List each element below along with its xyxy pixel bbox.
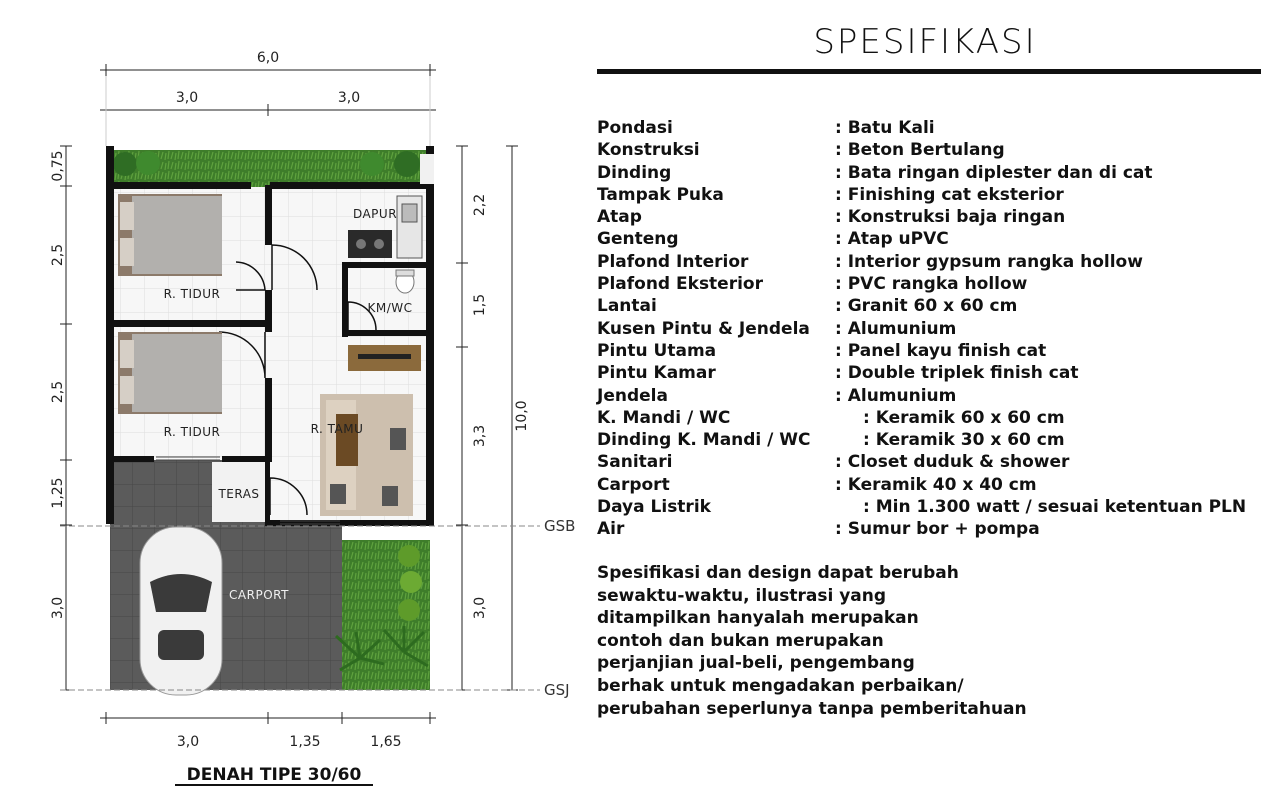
dim-left-1: 0,75 [50,150,66,182]
spec-label: Pintu Kamar [597,363,716,384]
room-label-kmwc: KM/WC [367,301,413,315]
spec-row [597,273,1267,295]
disclaimer-line: berhak untuk mengadakan perbaikan/ [597,675,964,696]
disclaimer-line: perjanjian jual-beli, pengembang [597,653,915,674]
spec-value: : Keramik 60 x 60 cm [863,407,1065,428]
spec-value: : Min 1.300 watt / sesuai ketentuan PLN [863,497,1247,518]
spec-value: : Beton Bertulang [835,140,1005,161]
spec-label: Pintu Utama [597,340,717,361]
plan-caption: DENAH TIPE 30/60 [186,765,362,785]
dim-bottom-3: 1,65 [370,734,402,750]
spec-divider [597,69,1261,74]
spec-label: Sanitari [597,452,673,473]
gsj-label: GSJ [544,681,570,699]
spec-row [597,407,1267,429]
spec-value: : Closet duduk & shower [835,452,1070,473]
spec-value: : Keramik 30 x 60 cm [863,430,1065,451]
spec-label: Genteng [597,229,679,250]
disclaimer-line: perubahan seperlunya tanpa pemberitahuan [597,698,1027,719]
dim-left-5: 3,0 [50,596,66,620]
spec-label: Plafond Eksterior [597,274,763,295]
spec-row [597,474,1267,496]
dim-right-4: 3,0 [472,596,488,620]
spec-label: Pondasi [597,118,673,138]
spec-row [597,162,1267,184]
spec-label: Kusen Pintu & Jendela [597,318,810,339]
spec-value: : Finishing cat eksterior [835,184,1064,205]
spec-label: Atap [597,207,642,228]
spec-row [597,295,1267,317]
sofa-set-icon [320,394,413,516]
room-label-teras: TERAS [218,487,260,501]
spec-value: : Konstruksi baja ringan [835,207,1066,228]
spec-row [597,429,1267,451]
spec-label: Daya Listrik [597,497,711,518]
dim-top-total: 6,0 [256,50,280,66]
spec-list [597,117,1267,541]
spec-label: Air [597,519,625,540]
spec-value: : Sumur bor + pompa [835,519,1040,540]
spec-row [597,385,1267,407]
toilet-icon [396,270,414,293]
spec-value: : PVC rangka hollow [835,274,1028,295]
gsb-label: GSB [544,517,576,535]
spec-row [597,518,1267,540]
dim-bottom-2: 1,35 [289,734,321,750]
spec-value: : Granit 60 x 60 cm [835,296,1018,317]
disclaimer-line: contoh dan bukan merupakan [597,630,884,651]
room-label-tidur-2: R. TIDUR [163,425,221,439]
spec-row [597,318,1267,340]
spec-row [597,362,1267,384]
spec-row [597,340,1267,362]
dim-left-4: 1,25 [50,477,66,509]
dim-bottom-1: 3,0 [176,734,200,750]
spec-label: Lantai [597,296,657,317]
spec-label: Konstruksi [597,140,700,161]
spec-row [597,184,1267,206]
dim-right-2: 1,5 [472,293,488,317]
spec-row [597,139,1267,161]
spec-row [597,251,1267,273]
car-icon [140,527,222,695]
spec-label: Plafond Interior [597,251,749,272]
spec-row [597,117,1267,139]
floor-plan [0,0,590,800]
spec-label: Jendela [597,385,668,406]
spec-row [597,228,1267,250]
spec-label: K. Mandi / WC [597,407,731,428]
room-label-carport: CARPORT [229,588,289,602]
disclaimer-line: ditampilkan hanyalah merupakan [597,608,919,629]
spec-row [597,451,1267,473]
spec-value: : Interior gypsum rangka hollow [835,251,1143,272]
spec-label: Carport [597,474,670,495]
disclaimer-line: Spesifikasi dan design dapat berubah [597,563,959,583]
spec-value: : Panel kayu finish cat [835,340,1047,361]
spec-value: : Bata ringan diplester dan di cat [835,162,1153,183]
spec-label: Dinding K. Mandi / WC [597,430,811,451]
tv-cabinet-icon [348,345,421,371]
spec-value: : Alumunium [835,318,957,339]
dim-right-total: 10,0 [514,400,530,432]
disclaimer-line: sewaktu-waktu, ilustrasi yang [597,585,887,606]
spec-value: : Atap uPVC [835,229,949,250]
spec-label: Tampak Puka [597,184,724,205]
dim-top-right: 3,0 [337,90,361,106]
room-label-dapur: DAPUR [352,207,398,221]
dim-top-left: 3,0 [175,90,199,106]
disclaimer [597,562,1117,720]
dim-right-3: 3,3 [472,424,488,448]
dim-left-3: 2,5 [50,380,66,404]
room-label-tamu: R. TAMU [310,422,364,436]
spec-value: : Batu Kali [835,118,935,138]
spec-row [597,206,1267,228]
spec-row [597,496,1267,518]
spec-value: : Alumunium [835,385,957,406]
dim-left-2: 2,5 [50,243,66,267]
spec-value: : Double triplek finish cat [835,363,1079,384]
spec-value: : Keramik 40 x 40 cm [835,474,1037,495]
dim-right-1: 2,2 [472,193,488,217]
spec-label: Dinding [597,162,672,183]
room-label-tidur-1: R. TIDUR [163,287,221,301]
spec-title: SPESIFIKASI [813,22,1037,62]
